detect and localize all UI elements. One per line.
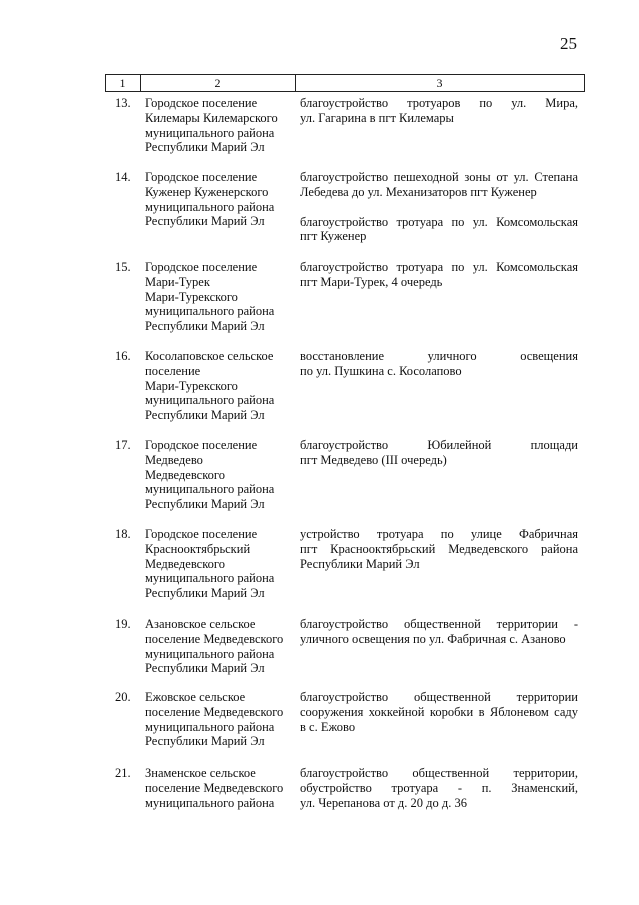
description-paragraph <box>300 527 578 571</box>
municipality-line: муниципального района <box>145 393 275 408</box>
row-number: 14. <box>115 170 131 184</box>
description-paragraph <box>300 766 578 810</box>
description-line: ул. Черепанова от д. 20 до д. 36 <box>300 795 467 810</box>
municipality-line: Килемары Килемарского <box>145 110 278 125</box>
header-col-2: 2 <box>214 76 221 90</box>
municipality-line: муниципального района <box>145 646 275 661</box>
description-paragraph <box>300 215 578 245</box>
municipality-line: Республики Марий Эл <box>145 734 265 749</box>
municipality-line: муниципального района <box>145 304 275 319</box>
municipality-line: Мари-Турекского <box>145 289 238 304</box>
municipality-line: муниципального района <box>145 571 275 586</box>
municipality-name <box>145 690 300 749</box>
project-description <box>300 766 578 810</box>
municipality-line: муниципального района <box>145 125 275 140</box>
municipality-name <box>145 527 300 601</box>
description-line: благоустройство тротуара по ул. Комсомольская <box>300 260 578 274</box>
description-line: сооружения хоккейной коробки в Яблоневом саду <box>300 704 578 719</box>
description-line: благоустройство пешеходной зоны от ул. Степана <box>300 170 578 184</box>
row-number: 17. <box>115 438 131 452</box>
description-line: пгт Мари-Турек, 4 очередь <box>300 274 443 289</box>
project-description <box>300 349 578 379</box>
description-paragraph <box>300 260 578 290</box>
row-number: 21. <box>115 766 131 780</box>
municipality-name <box>145 617 300 676</box>
municipality-name <box>145 260 300 334</box>
project-description <box>300 690 578 734</box>
description-line: пгт Куженер <box>300 229 367 244</box>
project-description <box>300 260 578 290</box>
row-number: 20. <box>115 690 131 704</box>
municipality-line: Республики Марий Эл <box>145 661 265 676</box>
municipality-line: Медведево <box>145 452 203 467</box>
row-number: 16. <box>115 349 131 363</box>
municipality-line: Ежовское сельское <box>145 690 246 704</box>
municipality-name <box>145 349 300 423</box>
description-line: Лебедева до ул. Механизаторов пгт Куженер <box>300 184 537 199</box>
municipality-line: поселение <box>145 363 201 378</box>
municipality-line: поселение Медведевского <box>145 704 284 719</box>
municipality-line: Городское поселение <box>145 527 258 541</box>
description-paragraph <box>300 617 578 647</box>
municipality-line: Республики Марий Эл <box>145 586 265 601</box>
project-description <box>300 96 578 126</box>
municipality-name <box>145 766 300 810</box>
municipality-line: Куженер Куженерского <box>145 184 269 199</box>
project-description <box>300 617 578 647</box>
description-line: в с. Ежово <box>300 719 356 734</box>
municipality-name <box>145 96 300 155</box>
description-paragraph <box>300 96 578 126</box>
project-description <box>300 170 578 244</box>
municipality-line: Знаменское сельское <box>145 766 256 780</box>
municipality-line: Медведевского <box>145 556 225 571</box>
municipality-line: Краснооктябрьский <box>145 541 251 556</box>
municipality-line: Городское поселение <box>145 438 258 452</box>
description-paragraph <box>300 170 578 200</box>
municipality-line: поселение Медведевского <box>145 780 284 795</box>
page-number: 25 <box>560 34 577 53</box>
row-number: 18. <box>115 527 131 541</box>
project-description <box>300 527 578 571</box>
description-line: благоустройство общественной территории, <box>300 766 578 780</box>
description-paragraph <box>300 349 578 379</box>
municipality-line: Городское поселение <box>145 170 258 184</box>
description-line: благоустройство общественной территории <box>300 690 578 704</box>
municipality-line: Республики Марий Эл <box>145 408 265 423</box>
project-description <box>300 438 578 468</box>
description-paragraph <box>300 438 578 468</box>
row-number: 13. <box>115 96 131 110</box>
municipality-line: муниципального района <box>145 719 275 734</box>
row-number: 15. <box>115 260 131 274</box>
municipality-line: Азановское сельское <box>145 617 256 631</box>
municipality-line: муниципального района <box>145 199 275 214</box>
municipality-line: муниципального района <box>145 795 275 810</box>
description-line: благоустройство тротуара по ул. Комсомольская <box>300 214 578 229</box>
municipality-line: муниципального района <box>145 482 275 497</box>
description-line: пгт Медведево (III очередь) <box>300 452 447 467</box>
municipality-name <box>145 438 300 512</box>
municipality-line: Республики Марий Эл <box>145 214 265 229</box>
description-line: уличного освещения по ул. Фабричная с. Азаново <box>300 631 566 646</box>
municipality-line: Мари-Турек <box>145 274 210 289</box>
municipality-line: Мари-Турекского <box>145 378 238 393</box>
description-paragraph <box>300 690 578 734</box>
description-line: благоустройство тротуаров по ул. Мира, <box>300 96 578 110</box>
municipality-line: Городское поселение <box>145 96 258 110</box>
description-line: восстановление уличного освещения <box>300 349 578 363</box>
description-line: обустройство тротуара - п. Знаменский, <box>300 780 578 795</box>
municipality-line: Республики Марий Эл <box>145 319 265 334</box>
header-col-3: 3 <box>436 76 443 90</box>
municipality-line: поселение Медведевского <box>145 631 284 646</box>
description-line: благоустройство общественной территории - <box>300 617 578 631</box>
municipality-line: Городское поселение <box>145 260 258 274</box>
description-line: устройство тротуара по улице Фабричная <box>300 527 578 541</box>
description-line: ул. Гагарина в пгт Килемары <box>300 110 454 125</box>
municipality-line: Республики Марий Эл <box>145 140 265 155</box>
description-line: Республики Марий Эл <box>300 556 420 571</box>
description-line: по ул. Пушкина с. Косолапово <box>300 363 462 378</box>
description-line: благоустройство Юбилейной площади <box>300 438 578 452</box>
municipality-line: Косолаповское сельское <box>145 349 274 363</box>
table-header <box>105 74 585 92</box>
header-col-1: 1 <box>119 76 126 90</box>
municipality-name <box>145 170 300 229</box>
municipality-line: Медведевского <box>145 467 225 482</box>
row-number: 19. <box>115 617 131 631</box>
description-line: пгт Краснооктябрьский Медведевского района <box>300 541 578 556</box>
municipality-line: Республики Марий Эл <box>145 497 265 512</box>
